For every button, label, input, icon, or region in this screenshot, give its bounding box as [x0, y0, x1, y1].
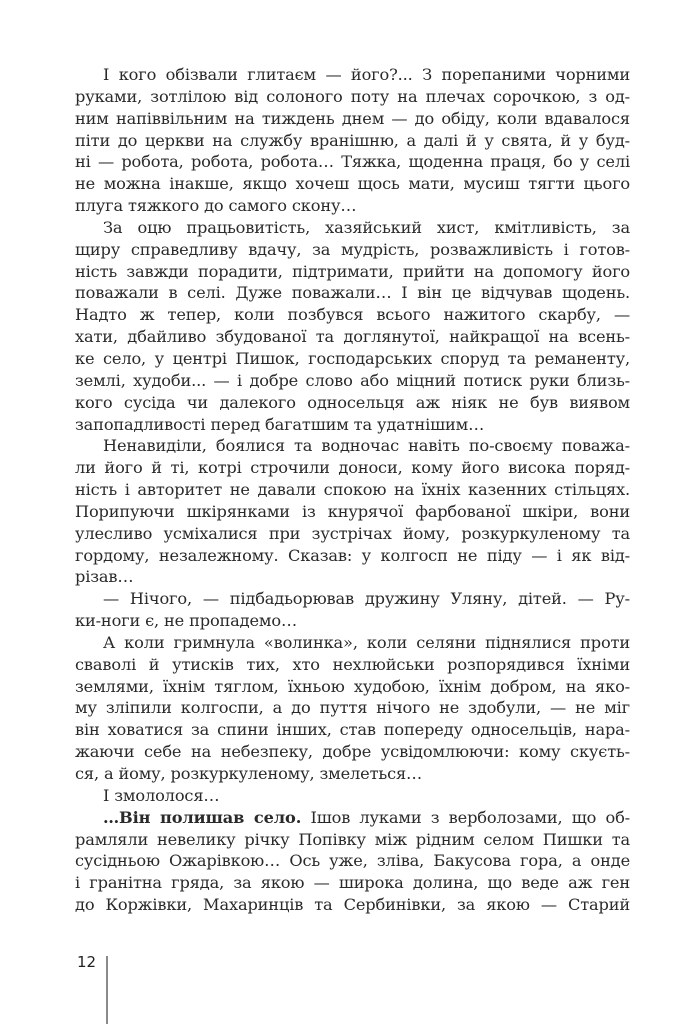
text-line: ли його й ті, котрі строчили доноси, кому його висока поряд-	[75, 458, 630, 478]
text-line: піти до церкви на службу вранішню, а далі й у свята, й у буд-	[75, 130, 630, 150]
text-line: ні — робота, робота, робота… Тяжка, щоденна праця, бо у селі	[75, 152, 630, 172]
text-line: Порипуючи шкірянками із кнурячої фарбованої шкіри, вони	[75, 501, 630, 521]
paragraph	[75, 632, 630, 785]
paragraph	[75, 588, 630, 632]
text-line: За оцю працьовитість, хазяйський хист, кмітливість, за	[103, 217, 630, 237]
text-line: гордому, незалежному. Сказав: у колгосп не піду — і як від-	[75, 545, 630, 565]
text-line: сусідньою Ожарівкою… Ось уже, зліва, Бакусова гора, а онде	[75, 851, 630, 871]
text-line: кого сусіда чи далекого односельця аж ніяк не був виявом	[75, 392, 630, 412]
text-line: хати, дбайливо збудованої та доглянутої, найкращої на всень-	[75, 327, 630, 347]
page-number: 12	[77, 953, 97, 971]
text-line: землі, худоби... — і добре слово або міцний потиск руки близь-	[75, 370, 630, 390]
paragraph	[75, 435, 630, 588]
text-line: не можна інакше, якщо хочеш щось мати, мусиш тягти цього	[75, 174, 630, 194]
text-line: поважали в селі. Дуже поважали… І він це відчував щодень.	[75, 283, 630, 303]
text-line: різав…	[75, 567, 134, 587]
text-line: щиру справедливу вдачу, за мудрість, розважливість і готов-	[75, 239, 630, 259]
text-line: ки-ноги є, не пропадемо…	[75, 611, 298, 631]
text-line: він ховатися за спини інших, став попереду односельців, нара-	[75, 720, 630, 740]
paragraph	[75, 217, 630, 435]
text-line: Надто ж тепер, коли позбувся всього нажитого скарбу, —	[75, 305, 630, 325]
text-line: А коли гримнула «волинка», коли селяни піднялися проти	[103, 632, 630, 652]
text-line: сваволі й утисків тих, хто нехлюйськи розпорядився їхніми	[75, 654, 630, 674]
text-line: ність і авторитет не давали спокою на їхніх казенних стільцях.	[75, 480, 630, 500]
text-line: — Нічого, — підбадьорював дружину Уляну, дітей. — Ру-	[103, 589, 630, 609]
margin-rule	[106, 956, 108, 1024]
text-line: ся, а йому, розкуркуленому, змелеться…	[75, 764, 423, 783]
paragraph	[75, 807, 630, 916]
text-line: …Він полишав село. Ішов луками з верболозами, що об-	[103, 807, 630, 827]
text-line: ке село, у центрі Пишок, господарських споруд та реманенту,	[75, 348, 630, 368]
text-line: му зліпили колгоспи, а до пуття нічого не здобули, — не міг	[75, 698, 630, 718]
paragraph	[75, 785, 630, 807]
text-line: плуга тяжкого до самого скону…	[75, 196, 357, 216]
text-line: ним напіввільним на тиждень днем — до обіду, коли вдавалося	[75, 108, 630, 128]
text-line: І кого обізвали глитаєм — його?... З порепаними чорними	[103, 65, 630, 84]
text-line: землями, їхнім тяглом, їхньою худобою, їхнім добром, на яко-	[75, 676, 630, 696]
text-line: жаючи себе на небезпеку, добре усвідомлюючи: кому скуєть-	[75, 742, 630, 762]
text-line: рамляли невелику річку Попівку між рідним селом Пишки та	[75, 829, 630, 849]
paragraph	[75, 64, 630, 217]
text-line: і гранітна гряда, за якою — широка долина, що веде аж ген	[75, 873, 630, 893]
text-line: запопадливості перед багатшим та удатнішим…	[75, 414, 485, 434]
text-line: улесливо усміхалися при зустрічах йому, розкуркуленому та	[75, 523, 630, 543]
text-line: руками, зотлілою від солоного поту на плечах сорочкою, з од-	[75, 86, 630, 106]
bold-lead-in: …Він полишав село.	[103, 807, 302, 827]
text-line: ність завжди порадити, підтримати, прийти на допомогу його	[75, 261, 630, 281]
body-text	[75, 64, 630, 916]
text-line: Ненавиділи, боялися та водночас навіть по-своєму поважа-	[103, 436, 630, 456]
text-line: І змололося…	[103, 785, 220, 805]
text-line: до Коржівки, Махаринців та Сербинівки, за якою — Старий	[75, 895, 630, 915]
